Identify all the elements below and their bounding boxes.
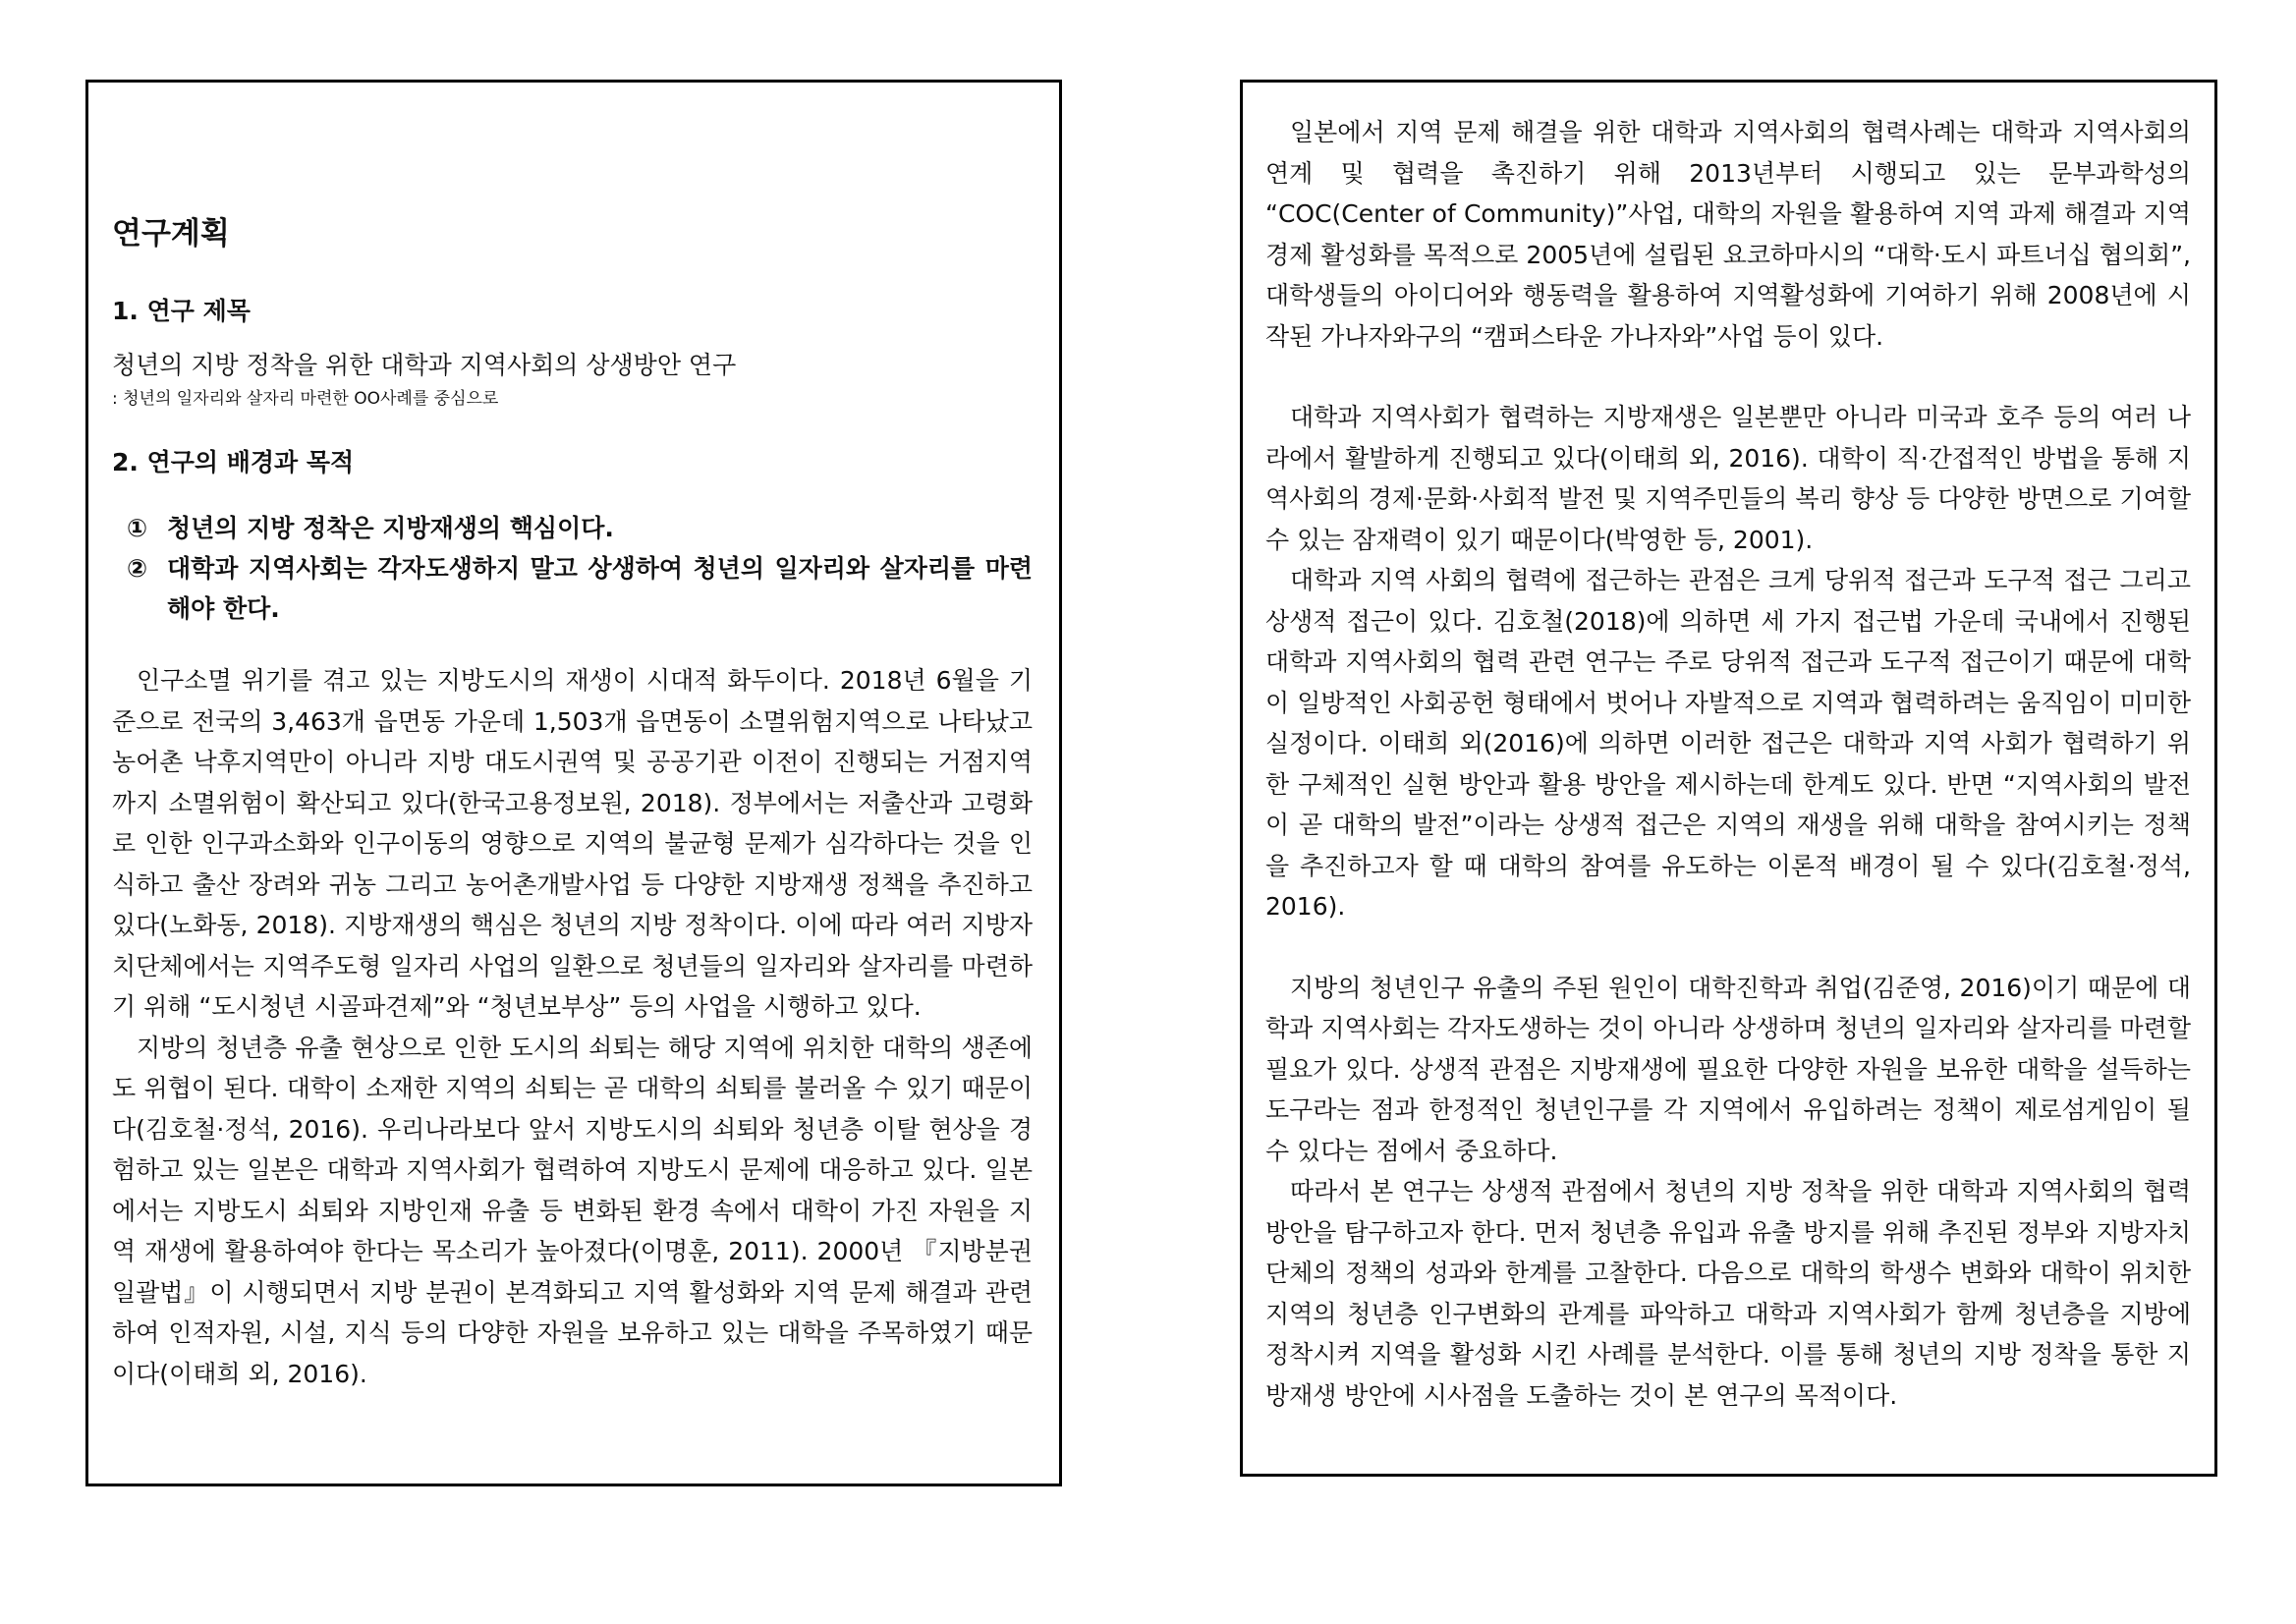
body-paragraph: 대학과 지역 사회의 협력에 접근하는 관점은 크게 당위적 접근과 도구적 접근 그리고 상생적 접근이 있다. 김호철(2018)에 의하면 세 가지 접근법 가운데 국내에서 진행된 대학과 지역사회의 협력 관련 연구는 주로 당위적 접근과 도구적 접근이기 때문에 대학이 일방적인 사회공헌 형태에서 벗어나 자발적으로 지역과 협력하려는 움직임이 미미한 실정이다. 이태희 외(2016)에 의하면 이러한 접근은 대학과 지역 사회가 협력하기 위한 구체적인 실현 방안과 활용 방안을 제시하는데 한계도 있다. 반면 “지역사회의 발전이 곧 대학의 발전”이라는 상생적 접근은 지역의 재생을 위해 대학을 참여시키는 정책을 추진하고자 할 때 대학의 참여를 유도하는 이론적 배경이 될 수 있다(김호철·정석, 2016). <box>1265 566 2191 921</box>
section-heading-background: 2. 연구의 배경과 목적 <box>112 448 355 476</box>
body-paragraph: 지방의 청년층 유출 현상으로 인한 도시의 쇠퇴는 해당 지역에 위치한 대학의 생존에도 위협이 된다. 대학이 소재한 지역의 쇠퇴는 곧 대학의 쇠퇴를 불러올 수 있기 때문이다(김호철·정석, 2016). 우리나라보다 앞서 지방도시의 쇠퇴와 청년층 이탈 현상을 경험하고 있는 일본은 대학과 지역사회가 협력하여 지방도시 문제에 대응하고 있다. 일본에서는 지방도시 쇠퇴와 지방인재 유출 등 변화된 환경 속에서 대학이 가진 자원을 지역 재생에 활용하여야 한다는 목소리가 높아졌다(이명훈, 2011). 2000년 『지방분권일괄법』이 시행되면서 지방 분권이 본격화되고 지역 활성화와 지역 문제 해결과 관련하여 인적자원, 시설, 지식 등의 다양한 자원을 보유하고 있는 대학을 주목하였기 때문이다(이태희 외, 2016). <box>112 1033 1033 1388</box>
document-title: 연구계획 <box>112 216 230 252</box>
key-point <box>112 548 1033 629</box>
research-title: 청년의 지방 정착을 위한 대학과 지역사회의 상생방안 연구 <box>112 351 737 379</box>
body-paragraph: 대학과 지역사회가 협력하는 지방재생은 일본뿐만 아니라 미국과 호주 등의 여러 나라에서 활발하게 진행되고 있다(이태희 외, 2016). 대학이 직·간접적인 방법을 통해 지역사회의 경제·문화·사회적 발전 및 지역주민들의 복리 향상 등 다양한 방면으로 기여할 수 있는 잠재력이 있기 때문이다(박영한 등, 2001). <box>1265 403 2191 554</box>
key-points-list <box>112 508 1033 629</box>
section-heading-title: 1. 연구 제목 <box>112 297 251 325</box>
research-subtitle: : 청년의 일자리와 살자리 마련한 OO사례를 중심으로 <box>112 389 499 409</box>
key-point <box>112 508 1033 548</box>
right-page <box>1240 80 2217 1477</box>
key-point-text: 청년의 지방 정착은 지방재생의 핵심이다. <box>167 514 614 542</box>
key-point-number: ② <box>127 554 148 583</box>
key-point-number: ① <box>127 514 148 542</box>
body-paragraph: 지방의 청년인구 유출의 주된 원인이 대학진학과 취업(김준영, 2016)이기 때문에 대학과 지역사회는 각자도생하는 것이 아니라 상생하며 청년의 일자리와 살자리를 마련할 필요가 있다. 상생적 관점은 지방재생에 필요한 다양한 자원을 보유한 대학을 설득하는 도구라는 점과 한정적인 청년인구를 각 지역에서 유입하려는 정책이 제로섬게임이 될 수 있다는 점에서 중요하다. <box>1265 973 2191 1165</box>
left-page <box>85 80 1062 1486</box>
body-paragraph: 인구소멸 위기를 겪고 있는 지방도시의 재생이 시대적 화두이다. 2018년 6월을 기준으로 전국의 3,463개 읍면동 가운데 1,503개 읍면동이 소멸위험지역으로 나타났고 농어촌 낙후지역만이 아니라 지방 대도시권역 및 공공기관 이전이 진행되는 거점지역까지 소멸위험이 확산되고 있다(한국고용정보원, 2018). 정부에서는 저출산과 고령화로 인한 인구과소화와 인구이동의 영향으로 지역의 불균형 문제가 심각하다는 것을 인식하고 출산 장려와 귀농 그리고 농어촌개발사업 등 다양한 지방재생 정책을 추진하고 있다(노화동, 2018). 지방재생의 핵심은 청년의 지방 정착이다. 이에 따라 여러 지방자치단체에서는 지역주도형 일자리 사업의 일환으로 청년들의 일자리와 살자리를 마련하기 위해 “도시청년 시골파견제”와 “청년보부상” 등의 사업을 시행하고 있다. <box>112 666 1033 1021</box>
body-paragraph: 따라서 본 연구는 상생적 관점에서 청년의 지방 정착을 위한 대학과 지역사회의 협력방안을 탐구하고자 한다. 먼저 청년층 유입과 유출 방지를 위해 추진된 정부와 지방자치단체의 정책의 성과와 한계를 고찰한다. 다음으로 대학의 학생수 변화와 대학이 위치한 지역의 청년층 인구변화의 관계를 파악하고 대학과 지역사회가 함께 청년층을 지방에 정착시켜 지역을 활성화 시킨 사례를 분석한다. 이를 통해 청년의 지방 정착을 통한 지방재생 방안에 시사점을 도출하는 것이 본 연구의 목적이다. <box>1265 1177 2191 1410</box>
body-paragraph: 일본에서 지역 문제 해결을 위한 대학과 지역사회의 협력사례는 대학과 지역사회의 연계 및 협력을 촉진하기 위해 2013년부터 시행되고 있는 문부과학성의 “COC(Center of Community)”사업, 대학의 자원을 활용하여 지역 과제 해결과 지역경제 활성화를 목적으로 2005년에 설립된 요코하마시의 “대학·도시 파트너십 협의회”, 대학생들의 아이디어와 행동력을 활용하여 지역활성화에 기여하기 위해 2008년에 시작된 가나자와구의 “캠퍼스타운 가나자와”사업 등이 있다. <box>1265 118 2191 351</box>
key-point-text: 대학과 지역사회는 각자도생하지 말고 상생하여 청년의 일자리와 살자리를 마련해야 한다. <box>167 554 1033 623</box>
